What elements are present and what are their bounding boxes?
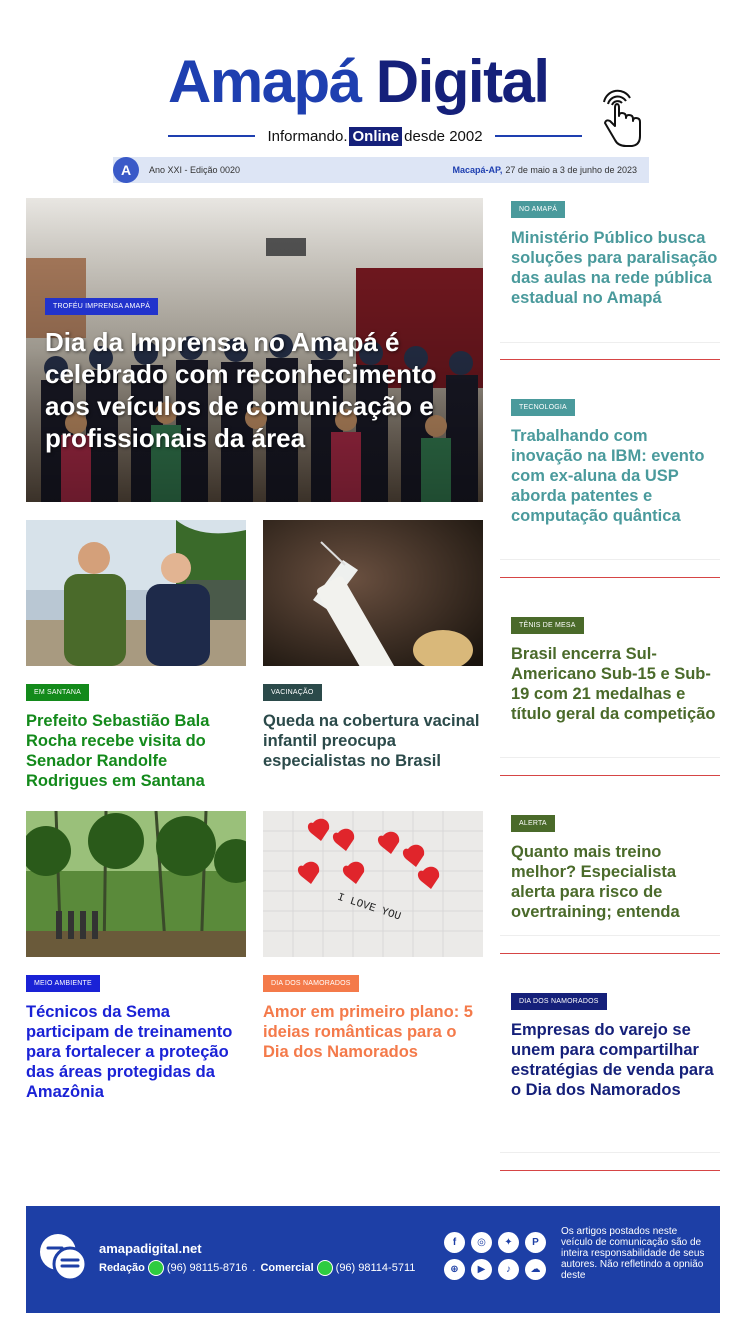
edition-logo-icon: A [113, 157, 139, 183]
card-photo [26, 520, 246, 666]
news-card-vacinacao[interactable] [263, 520, 483, 771]
sidebar-headline[interactable]: Quanto mais treino melhor? Especialista alerta para risco de overtraining; entenda [511, 843, 680, 921]
social-icons [444, 1232, 554, 1280]
sidebar-divider [500, 775, 720, 776]
site-logo[interactable] [168, 48, 549, 115]
footer-chat-logo-icon [38, 1232, 90, 1284]
edition-place: Macapá-AP, [452, 165, 503, 175]
news-card-santana[interactable] [26, 520, 246, 791]
card-headline[interactable]: Técnicos da Sema participam de treinamento para fortalecer a proteção das áreas protegidas da Amazônia [26, 1003, 233, 1101]
card-category-badge[interactable]: MEIO AMBIENTE [26, 975, 100, 992]
brand-word-2: Digital [375, 48, 549, 115]
sidebar-divider [500, 359, 720, 360]
redacao-phone[interactable]: (96) 98115-8716 [166, 1262, 248, 1274]
news-card-namorados[interactable] [263, 811, 483, 1062]
whatsapp-icon [148, 1260, 164, 1276]
tagline [255, 127, 494, 146]
footer-disclaimer: Os artigos postados neste veículo de comunicação são de inteira responsabilidade de seus autores. Não refletindo a opnião deste [561, 1226, 705, 1281]
comercial-phone[interactable]: (96) 98114-5711 [335, 1262, 416, 1274]
footer-contacts: Redação (96) 98115-8716 . Comercial (96) 98114-5711 [99, 1262, 416, 1274]
redacao-label: Redação [99, 1262, 145, 1274]
sidebar-divider [500, 953, 720, 954]
sidebar-item-namorados[interactable] [500, 990, 720, 1100]
sidebar-separator [500, 559, 720, 560]
card-headline[interactable]: Prefeito Sebastião Bala Rocha recebe visita do Senador Randolfe Rodrigues em Santana [26, 712, 210, 790]
card-headline[interactable]: Amor em primeiro plano: 5 ideias românticas para o Dia dos Namorados [263, 1003, 473, 1061]
sidebar-category-badge[interactable]: DIA DOS NAMORADOS [511, 993, 607, 1010]
tagline-online: Online [349, 127, 402, 146]
card-headline[interactable]: Queda na cobertura vacinal infantil preocupa especialistas no Brasil [263, 712, 480, 770]
sidebar-separator [500, 757, 720, 758]
edition-date: 27 de maio a 3 de junho de 2023 [505, 165, 637, 175]
feature-headline[interactable]: Dia da Imprensa no Amapá é celebrado com reconhecimento aos veículos de comunicação e profissionais da área [45, 327, 437, 453]
tagline-rule-right [495, 135, 582, 137]
tagline-row [168, 125, 582, 147]
footer-site-link[interactable]: amapadigital.net [99, 1241, 202, 1256]
sidebar-item-alerta[interactable] [500, 812, 720, 922]
pinterest-icon[interactable]: P [525, 1232, 546, 1253]
footer [26, 1206, 720, 1313]
edition-number: Ano XXI - Edição 0020 [149, 165, 241, 175]
card-photo [263, 520, 483, 666]
sidebar-item-tenis[interactable] [500, 614, 720, 724]
sidebar-headline[interactable]: Brasil encerra Sul-Americano Sub-15 e Sub-19 com 21 medalhas e título geral da competição [511, 645, 716, 723]
brand-word-1: Amapá [168, 48, 361, 115]
tagline-after: desde 2002 [404, 127, 483, 145]
card-photo [263, 811, 483, 957]
love-note-text: I LOVE YOU [335, 891, 403, 924]
masthead [0, 0, 750, 190]
sidebar-category-badge[interactable]: TÊNIS DE MESA [511, 617, 584, 634]
instagram-icon[interactable]: ◎ [471, 1232, 492, 1253]
sidebar-divider [500, 1170, 720, 1171]
card-photo [26, 811, 246, 957]
whatsapp-icon [317, 1260, 333, 1276]
sidebar-headline[interactable]: Empresas do varejo se unem para compartilhar estratégias de venda para o Dia dos Namorados [511, 1021, 714, 1099]
news-card-meio-ambiente[interactable] [26, 811, 246, 1102]
sidebar-item-no-amapa[interactable] [500, 198, 720, 308]
sidebar-category-badge[interactable]: NO AMAPÁ [511, 201, 565, 218]
card-category-badge[interactable]: VACINAÇÃO [263, 684, 322, 701]
feature-category-badge[interactable]: TROFÉU IMPRENSA AMAPÁ [45, 298, 158, 315]
tagline-before: Informando. [267, 127, 348, 145]
comercial-label: Comercial [260, 1262, 314, 1274]
tagline-rule-left [168, 135, 255, 137]
youtube-icon[interactable]: ▶ [471, 1259, 492, 1280]
sidebar-separator [500, 935, 720, 936]
tap-hand-icon [596, 88, 644, 150]
feature-article[interactable] [26, 198, 483, 502]
sidebar-category-badge[interactable]: TECNOLOGIA [511, 399, 575, 416]
card-category-badge[interactable]: DIA DOS NAMORADOS [263, 975, 359, 992]
edition-bar [113, 157, 649, 183]
sidebar-separator [500, 1152, 720, 1153]
sidebar-category-badge[interactable]: ALERTA [511, 815, 555, 832]
facebook-icon[interactable]: f [444, 1232, 465, 1253]
sidebar-headline[interactable]: Ministério Público busca soluções para paralisação das aulas na rede pública estadual no Amapá [511, 229, 718, 307]
tiktok-icon[interactable]: ♪ [498, 1259, 519, 1280]
twitter-icon[interactable]: ✦ [498, 1232, 519, 1253]
sidebar-headline[interactable]: Trabalhando com inovação na IBM: evento com ex-aluna da USP aborda patentes e computação quântica [511, 427, 705, 525]
sidebar-divider [500, 577, 720, 578]
sidebar-item-tecnologia[interactable] [500, 396, 720, 526]
sidebar-separator [500, 342, 720, 343]
card-category-badge[interactable]: EM SANTANA [26, 684, 89, 701]
soundcloud-icon[interactable]: ☁ [525, 1259, 546, 1280]
dribbble-icon[interactable]: ⊕ [444, 1259, 465, 1280]
